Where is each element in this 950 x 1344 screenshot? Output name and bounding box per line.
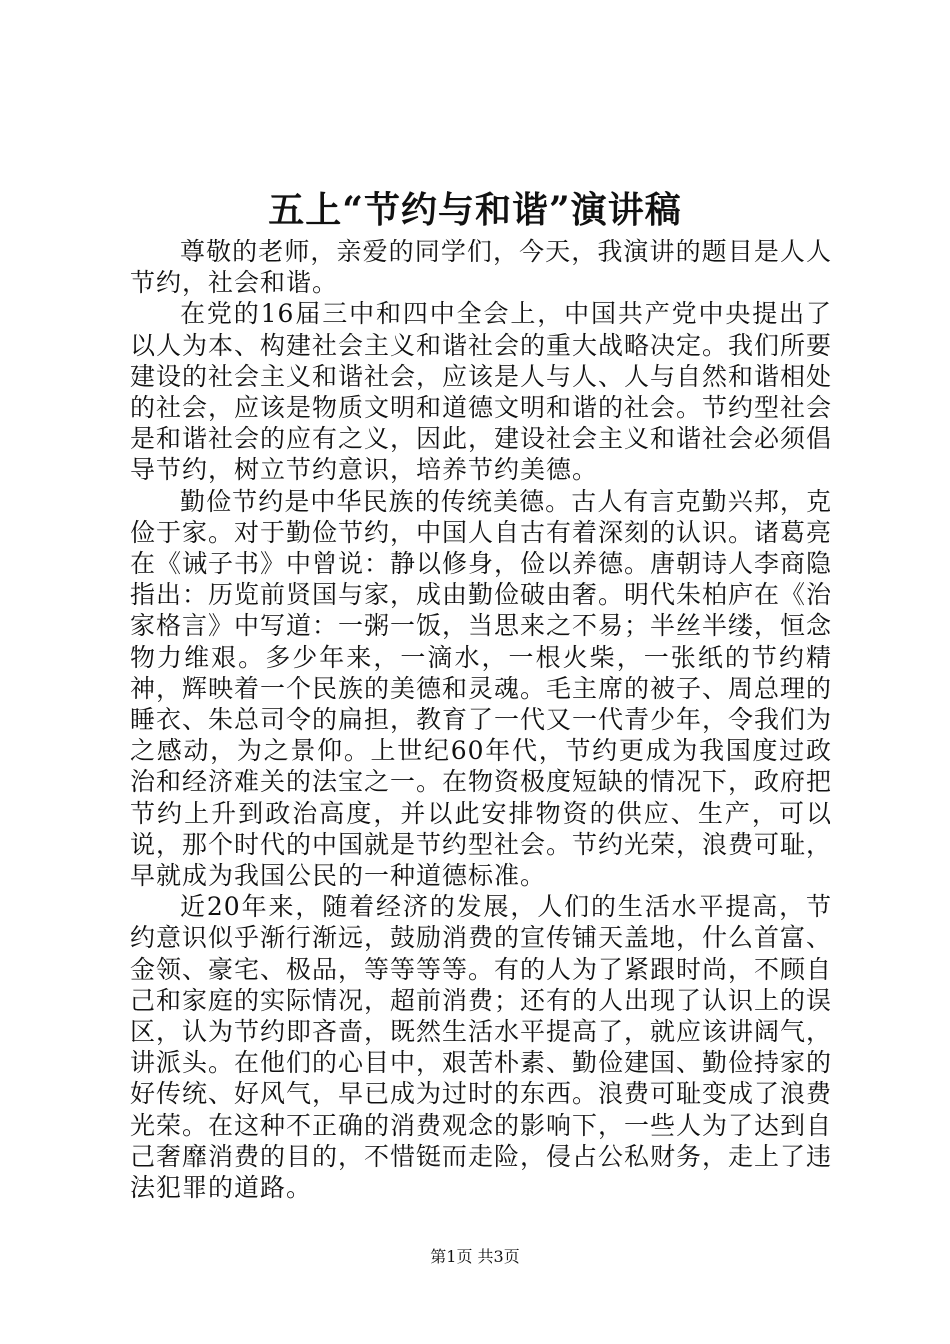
paragraph: 近20年来，随着经济的发展，人们的生活水平提高，节约意识似乎渐行渐远，鼓励消费的宣传铺天盖地，什么首富、金领、豪宅、极品，等等等等。有的人为了紧跟时尚，不顾自己和家庭的实际情况，超前消费；还有的人出现了认识上的误区，认为节约即吝啬，既然生活水平提高了，就应该讲阔气，讲派头。在他们的心目中，艰苦朴素、勤俭建国、勤俭持家的好传统、好风气，早已成为过时的东西。浪费可耻变成了浪费光荣。在这种不正确的消费观念的影响下，一些人为了达到自己奢靡消费的目的，不惜铤而走险，侵占公私财务，走上了违法犯罪的道路。 (130, 892, 833, 1203)
paragraph: 尊敬的老师，亲爱的同学们，今天，我演讲的题目是人人节约，社会和谐。 (130, 237, 832, 298)
paragraph: 在党的16届三中和四中全会上，中国共产党中央提出了以人为本、构建社会主义和谐社会的重大战略决定。我们所要建设的社会主义和谐社会，应该是人与人、人与自然和谐相处的社会，应该是物质文明和道德文明和谐的社会。节约型社会是和谐社会的应有之义，因此，建设社会主义和谐社会必须倡导节约，树立节约意识，培养节约美德。 (130, 299, 833, 485)
page-number-footer: 第1页 共3页 (430, 1247, 520, 1266)
paragraph: 勤俭节约是中华民族的传统美德。古人有言克勤兴邦，克俭于家。对于勤俭节约，中国人自古有着深刻的认识。诸葛亮在《诫子书》中曾说：静以修身，俭以养德。唐朝诗人李商隐指出：历览前贤国与家，成由勤俭破由奢。明代朱柏庐在《治家格言》中写道：一粥一饭，当思来之不易；半丝半缕，恒念物力维艰。多少年来，一滴水，一根火柴，一张纸的节约精神，辉映着一个民族的美德和灵魂。毛主席的被子、周总理的睡衣、朱总司令的扁担，教育了一代又一代青少年，令我们为之感动，为之景仰。上世纪60年代，节约更成为我国度过政治和经济难关的法宝之一。在物资极度短缺的情况下，政府把节约上升到政治高度，并以此安排物资的供应、生产，可以说，那个时代的中国就是节约型社会。节约光荣，浪费可耻，早就成为我国公民的一种道德标准。 (130, 486, 833, 891)
document-title: 五上“节约与和谐”演讲稿 (268, 189, 682, 231)
document-body (130, 236, 832, 1203)
